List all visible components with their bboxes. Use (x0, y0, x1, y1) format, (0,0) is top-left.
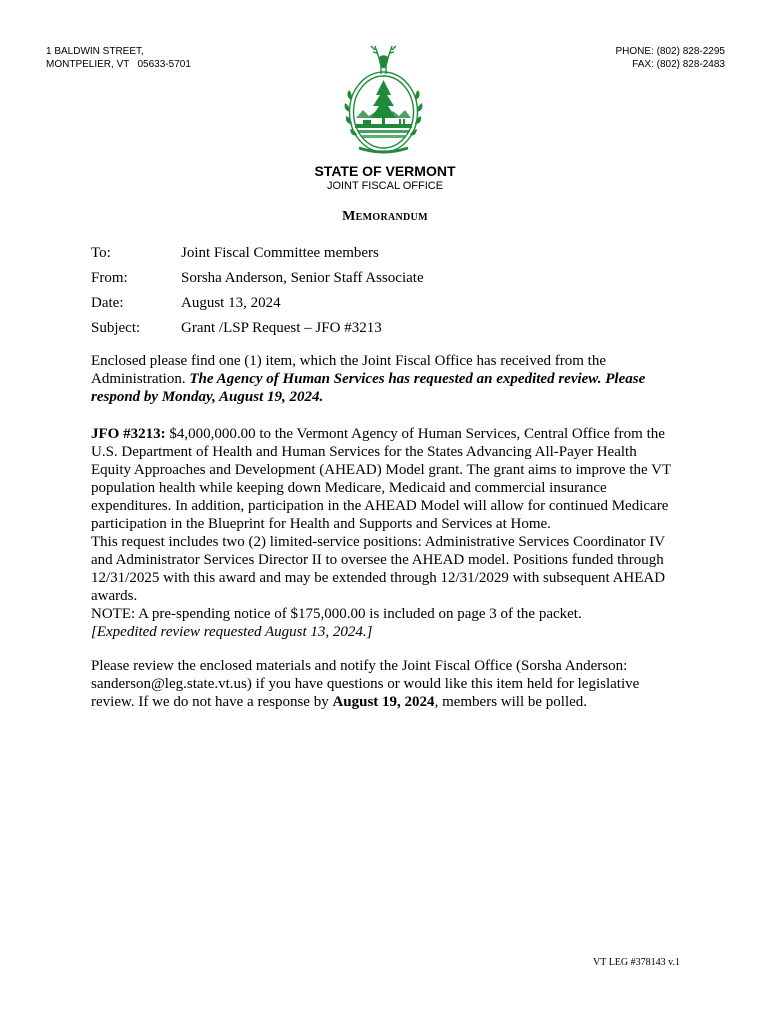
closing-line: Please review the enclosed materials and notify the Joint Fiscal Office (Sorsha Anderson: (91, 658, 628, 674)
vermont-state-seal-icon (341, 40, 426, 158)
phone-number: PHONE: (802) 828-2295 (615, 46, 725, 57)
intro-text: Administration. (91, 371, 190, 387)
item-line: U.S. Department of Health and Human Services for the States Advancing All-Payer Health (91, 444, 637, 460)
subject-label: Subject: (91, 320, 141, 336)
response-deadline: August 19, 2024 (332, 694, 435, 710)
item-line: Equity Approaches and Development (AHEAD) Model grant. The grant aims to improve the VT (91, 462, 672, 478)
address-block (46, 45, 191, 71)
closing-text: review. If we do not have a response by (91, 694, 333, 710)
contact-block (615, 45, 725, 71)
item-number: JFO #3213: (91, 426, 166, 442)
address-line-1: 1 BALDWIN STREET, (46, 46, 144, 57)
item-paragraph (91, 425, 691, 641)
state-name: STATE OF VERMONT (314, 163, 456, 179)
item-line: This request includes two (2) limited-service positions: Administrative Services Coordinator IV (91, 534, 666, 550)
to-label: To: (91, 245, 111, 261)
expedited-review-note: [Expedited review requested August 13, 2024.] (91, 624, 373, 640)
intro-line: Enclosed please find one (1) item, which the Joint Fiscal Office has received from the (91, 353, 606, 369)
pre-spending-note: NOTE: A pre-spending notice of $175,000.00 is included on page 3 of the packet. (91, 606, 582, 622)
closing-line: sanderson@leg.state.vt.us) if you have questions or would like this item held for legislative (91, 676, 640, 692)
item-line: expenditures. In addition, participation in the AHEAD Model will allow for continued Medicare (91, 498, 669, 514)
office-name: JOINT FISCAL OFFICE (326, 180, 444, 192)
memo-title: Memorandum (342, 209, 428, 224)
address-line-2: MONTPELIER, VT 05633-5701 (46, 59, 191, 70)
item-line: participation in the Blueprint for Health and Supports and Services at Home. (91, 516, 551, 532)
date-value: August 13, 2024 (181, 295, 281, 311)
fax-number: FAX: (802) 828-2483 (632, 59, 725, 70)
intro-paragraph (91, 352, 691, 406)
agency-header (0, 163, 770, 193)
respond-by-notice: respond by Monday, August 19, 2024. (91, 389, 324, 405)
item-line: and Administrator Services Director II to oversee the AHEAD model. Positions funded through (91, 552, 664, 568)
from-label: From: (91, 270, 128, 286)
item-line: population health while keeping down Medicare, Medicaid and commercial insurance (91, 480, 607, 496)
from-value: Sorsha Anderson, Senior Staff Associate (181, 270, 424, 286)
closing-line (91, 693, 691, 711)
intro-line (91, 370, 691, 388)
item-line (91, 425, 691, 443)
document-code: VT LEG #378143 v.1 (593, 957, 680, 968)
expedited-notice: The Agency of Human Services has requested an expedited review. Please (189, 371, 646, 387)
closing-text: , members will be polled. (434, 694, 588, 710)
to-value: Joint Fiscal Committee members (181, 245, 379, 261)
item-line: awards. (91, 588, 138, 604)
closing-paragraph (91, 657, 691, 711)
item-text: $4,000,000.00 to the Vermont Agency of Human Services, Central Office from the (165, 426, 665, 442)
item-line: 12/31/2025 with this award and may be extended through 12/31/2029 with subsequent AHEAD (91, 570, 666, 586)
subject-value: Grant /LSP Request – JFO #3213 (181, 320, 382, 336)
date-label: Date: (91, 295, 124, 311)
